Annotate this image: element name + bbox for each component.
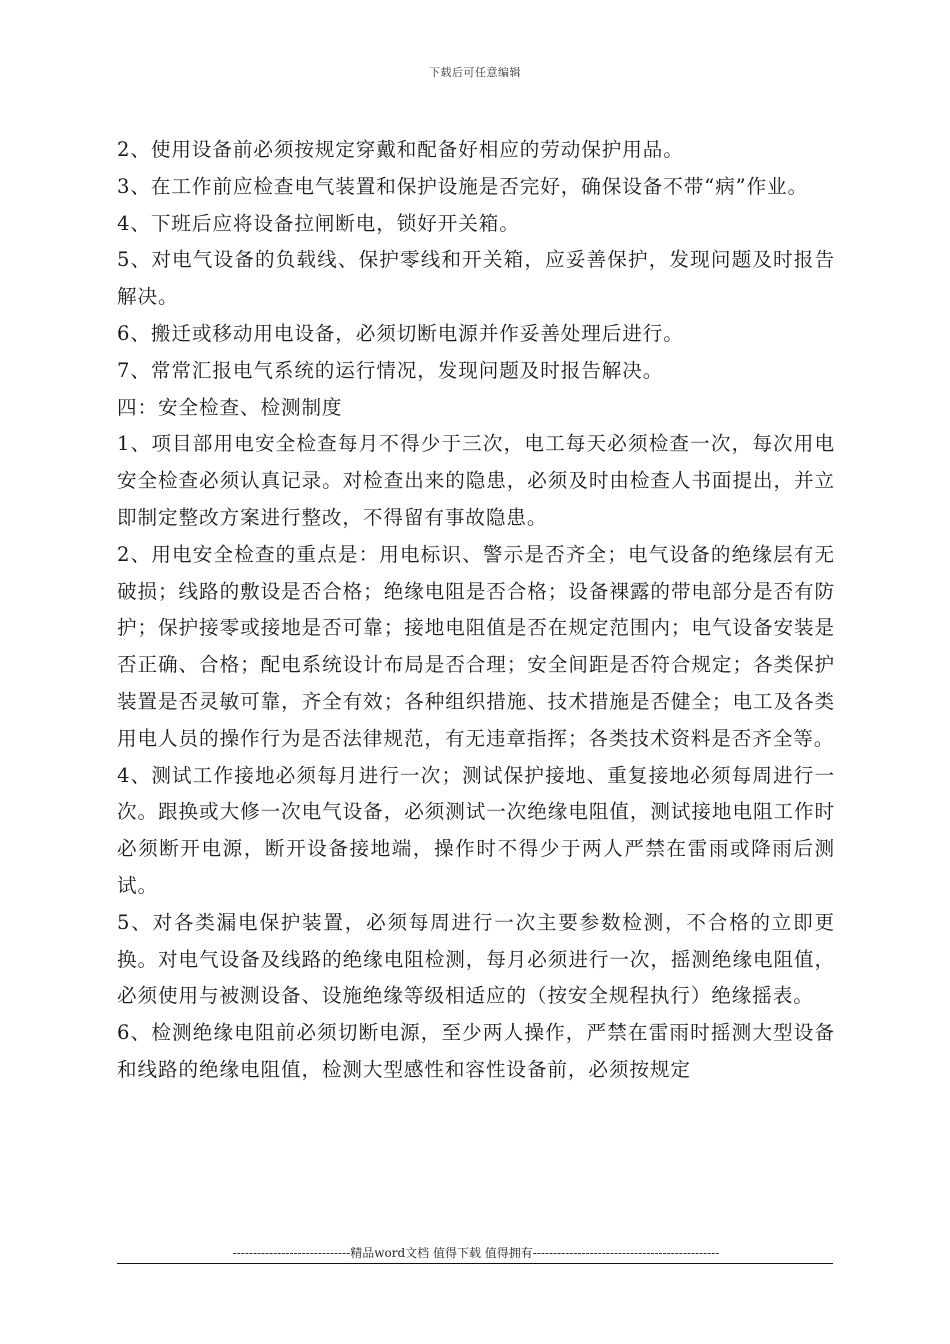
paragraph-check-5: 5、对各类漏电保护装置，必须每周进行一次主要参数检测，不合格的立即更换。对电气设备及线路的绝缘电阻检测，每月必须进行一次，摇测绝缘电阻值，必须使用与被测设备、设施绝缘等级相适应的（按安全规程执行）绝缘摇表。 <box>117 910 835 1008</box>
paragraph-item-6-relocate: 6、搬迁或移动用电设备，必须切断电源并作妥善处理后进行。 <box>117 321 684 345</box>
paragraph-item-4-power-off: 4、下班后应将设备拉闸断电，锁好开关箱。 <box>117 211 520 235</box>
paragraph-item-7-report: 7、常常汇报电气系统的运行情况，发现问题及时报告解决。 <box>117 358 664 382</box>
paragraph-check-1: 1、项目部用电安全检查每月不得少于三次，电工每天必须检查一次，每次用电安全检查必须认真记录。对检查出来的隐患，必须及时由检查人书面提出，并立即制定整改方案进行整改，不得留有事故隐患。 <box>117 432 835 529</box>
paragraph-check-6: 6、检测绝缘电阻前必须切断电源，至少两人操作，严禁在雷雨时摇测大型设备和线路的绝缘电阻值，检测大型感性和容性设备前，必须按规定 <box>117 1021 835 1081</box>
paragraph-item-3-inspect: 3、在工作前应检查电气装置和保护设施是否完好，确保设备不带“病”作业。 <box>117 174 808 198</box>
header-note: 下载后可任意编辑 <box>429 66 521 79</box>
section-heading: 四：安全检查、检测制度 <box>117 395 343 419</box>
footer-divider <box>117 1263 833 1264</box>
paragraph-item-2-ppe: 2、使用设备前必须按规定穿戴和配备好相应的劳动保护用品。 <box>117 138 684 161</box>
paragraph-check-4: 4、测试工作接地必须每月进行一次；测试保护接地、重复接地必须每周进行一次。跟换或大修一次电气设备，必须测试一次绝缘电阻值，测试接地电阻工作时必须断开电源，断开设备接地端，操作时不得少于两人严禁在雷雨或降雨后测试。 <box>117 763 835 897</box>
footer-note: -----------------------------精品word文档 值得下载 值得拥有---------------------------------------------- <box>232 1246 720 1260</box>
paragraph-check-2: 2、用电安全检查的重点是：用电标识、警示是否齐全；电气设备的绝缘层有无破损；线路的敷设是否合格；绝缘电阻是否合格；设备裸露的带电部分是否有防护；保护接零或接地是否可靠；接地电阻值是否在规定范围内；电气设备安装是否正确、合格；配电系统设计布局是否合理；安全间距是否符合规定；各类保护装置是否灵敏可靠，齐全有效；各种组织措施、技术措施是否健全；电工及各类用电人员的操作行为是否法律规范，有无违章指挥；各类技术资料是否齐全等。 <box>117 542 835 750</box>
document-body <box>117 132 835 1089</box>
paragraph-item-5-protect: 5、对电气设备的负载线、保护零线和开关箱，应妥善保护，发现问题及时报告解决。 <box>117 248 835 309</box>
